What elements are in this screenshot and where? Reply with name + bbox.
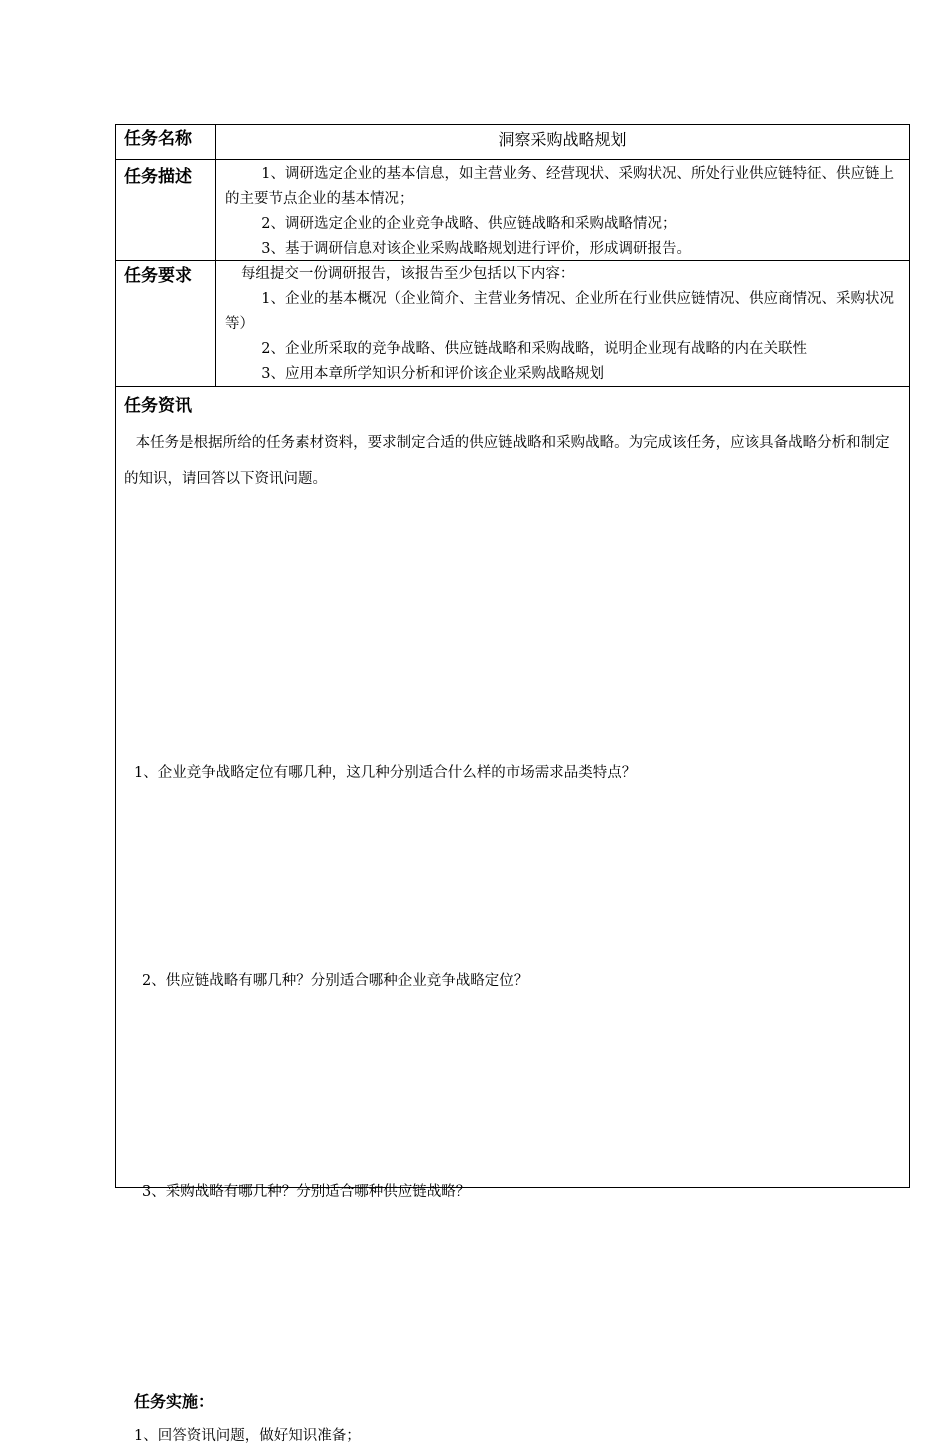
task-requirements-intro: 每组提交一份调研报告，该报告至少包括以下内容： [240, 266, 575, 282]
task-info-label: 任务资讯 [124, 396, 192, 416]
task-name-row [116, 125, 910, 160]
task-implementation-item-1: 1、回答资讯问题，做好知识准备； [134, 1428, 361, 1444]
task-requirements-item-3: 3、应用本章所学知识分析和评价该企业采购战略规划 [261, 366, 604, 382]
task-description-row [116, 160, 910, 261]
task-info-intro: 本任务是根据所给的任务素材资料，要求制定合适的供应链战略和采购战略。为完成该任务，应该具备战略分析和制定的知识，请回答以下资讯问题。 [124, 435, 890, 487]
task-requirements-label-cell [116, 261, 216, 387]
task-requirements-item-1: 1、企业的基本概况（企业简介、主营业务情况、企业所在行业供应链情况、供应商情况、采购状况等） [225, 291, 894, 332]
task-info-question-1: 1、企业竞争战略定位有哪几种，这几种分别适合什么样的市场需求品类特点？ [134, 765, 637, 781]
task-description-line-2: 2、调研选定企业的企业竞争战略、供应链战略和采购战略情况； [261, 216, 677, 232]
task-description-label-cell [116, 160, 216, 261]
task-name-label-cell [116, 125, 216, 160]
task-requirements-item-2: 2、企业所采取的竞争战略、供应链战略和采购战略，说明企业现有战略的内在关联性 [261, 341, 807, 357]
task-name-value: 洞察采购战略规划 [216, 125, 910, 160]
task-requirements-label: 任务要求 [124, 266, 192, 286]
task-info-question-3: 3、采购战略有哪几种？分别适合哪种供应链战略？ [142, 1184, 471, 1200]
task-table [115, 124, 910, 1444]
task-info-row [116, 387, 910, 1188]
task-description-line-3: 3、基于调研信息对该企业采购战略规划进行评价，形成调研报告。 [261, 241, 691, 257]
task-info-question-2: 2、供应链战略有哪几种？分别适合哪种企业竞争战略定位？ [142, 973, 529, 989]
task-description-label: 任务描述 [124, 167, 192, 187]
task-requirements-content [216, 261, 910, 387]
task-info-cell [116, 387, 910, 1444]
task-description-content [216, 160, 910, 261]
task-requirements-row [116, 261, 910, 387]
task-description-line-1: 1、调研选定企业的基本信息，如主营业务、经营现状、采购状况、所处行业供应链特征、供应链上的主要节点企业的基本情况； [225, 166, 894, 207]
task-implementation-label: 任务实施： [134, 1392, 215, 1411]
task-name-label: 任务名称 [124, 129, 192, 149]
